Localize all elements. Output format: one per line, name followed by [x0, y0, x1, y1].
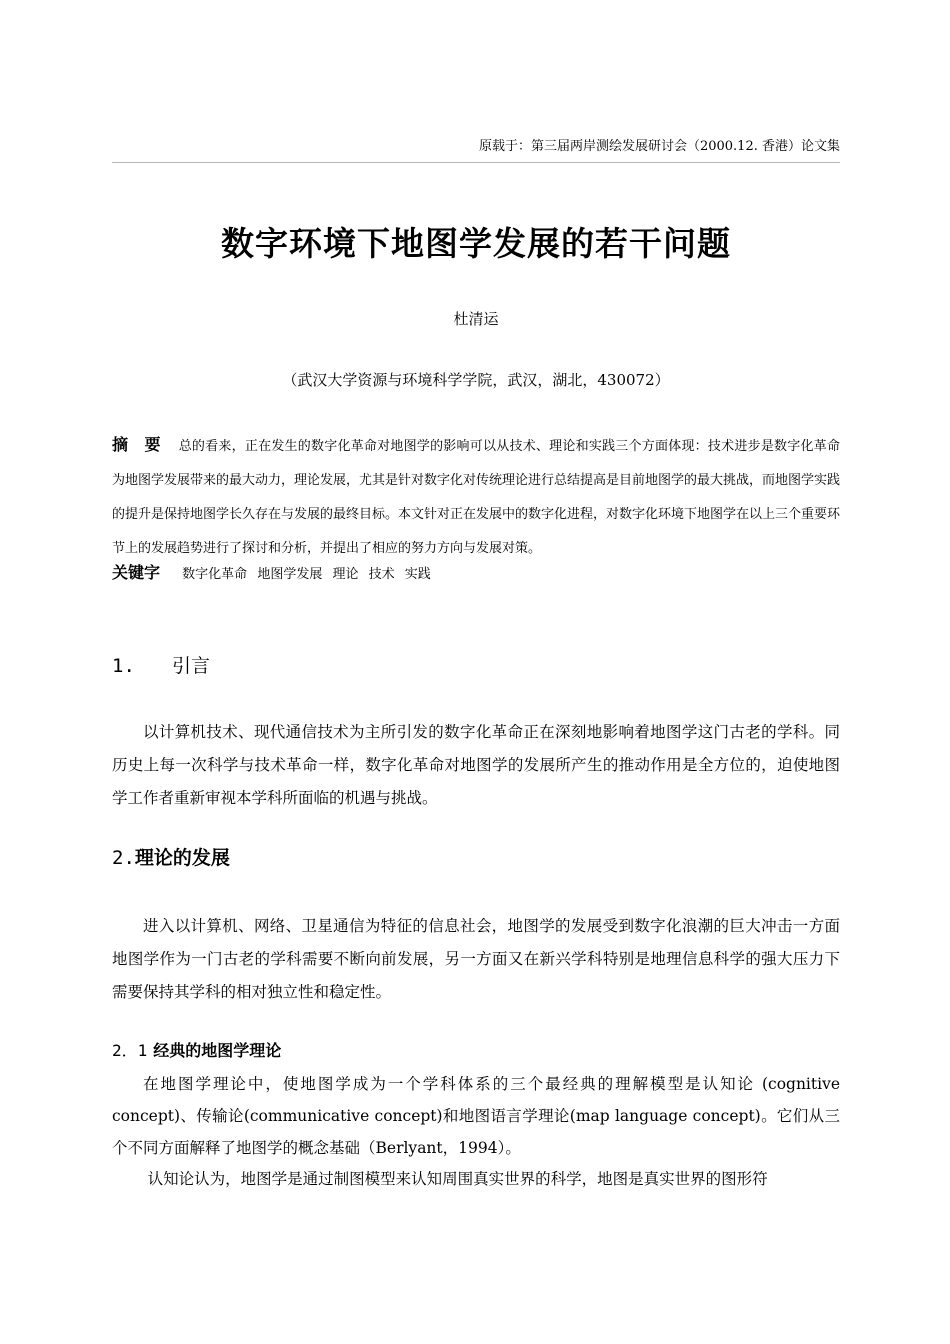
classic-theory-paragraph: 在地图学理论中，使地图学成为一个学科体系的三个最经典的理解模型是认知论 (cognitive concept)、传输论(communicative concept)和地图语言学理论(map language concept)。它们从三个不同方面解释了地图学的概念基础（Berlyant，1994）。 — [112, 1075, 840, 1157]
abstract-label: 摘 要 — [112, 435, 161, 454]
cognition-paragraph: 认知论认为，地图学是通过制图模型来认知周围真实世界的科学，地图是真实世界的图形符 — [147, 1170, 768, 1188]
subsection-heading-classic-theory — [112, 1039, 281, 1063]
section-number: 2. — [112, 847, 135, 869]
introduction-paragraph: 以计算机技术、现代通信技术为主所引发的数字化革命正在深刻地影响着地图学这门古老的学科。同历史上每一次科学与技术革命一样，数字化革命对地图学的发展所产生的推动作用是全方位的，迫使地图学工作者重新审视本学科所面临的机遇与挑战。 — [112, 723, 840, 807]
keywords — [112, 558, 840, 590]
section-title: 理论的发展 — [134, 847, 230, 869]
keyword: 技术 — [368, 567, 395, 582]
author-affiliation: （武汉大学资源与环境科学学院，武汉，湖北，430072） — [282, 371, 670, 389]
keyword: 实践 — [404, 567, 431, 582]
keyword: 地图学发展 — [257, 567, 323, 582]
source-note: 原载于：第三届两岸测绘发展研讨会（2000.12. 香港）论文集 — [478, 139, 840, 154]
section-heading-introduction — [112, 652, 210, 680]
keyword: 理论 — [332, 567, 359, 582]
section-heading-theory — [112, 844, 230, 872]
abstract-text: 总的看来，正在发生的数字化革命对地图学的影响可以从技术、理论和实践三个方面体现：技术进步是数字化革命为地图学发展带来的最大动力，理论发展，尤其是针对数字化对传统理论进行总结提高是目前地图学的最大挑战，而地图学实践的提升是保持地图学长久存在与发展的最终目标。本文针对正在发展中的数字化进程，对数字化环境下地图学在以上三个重要环节上的发展趋势进行了探讨和分析，并提出了相应的努力方向与发展对策。 — [112, 439, 841, 556]
section-title: 引言 — [172, 655, 211, 677]
paper-author: 杜清运 — [453, 310, 499, 328]
subsection-title: 经典的地图学理论 — [153, 1041, 282, 1060]
abstract — [112, 428, 840, 566]
keywords-label: 关键字 — [112, 563, 161, 582]
section-number: 1. — [112, 655, 135, 677]
subsection-number: 2．1 — [112, 1041, 148, 1060]
header-divider — [112, 162, 840, 163]
theory-paragraph: 进入以计算机、网络、卫星通信为特征的信息社会，地图学的发展受到数字化浪潮的巨大冲击一方面地图学作为一门古老的学科需要不断向前发展，另一方面又在新兴学科特别是地理信息科学的强大压力下需要保持其学科的相对独立性和稳定性。 — [112, 917, 840, 1001]
keyword: 数字化革命 — [182, 567, 248, 582]
paper-title: 数字环境下地图学发展的若干问题 — [221, 224, 731, 263]
